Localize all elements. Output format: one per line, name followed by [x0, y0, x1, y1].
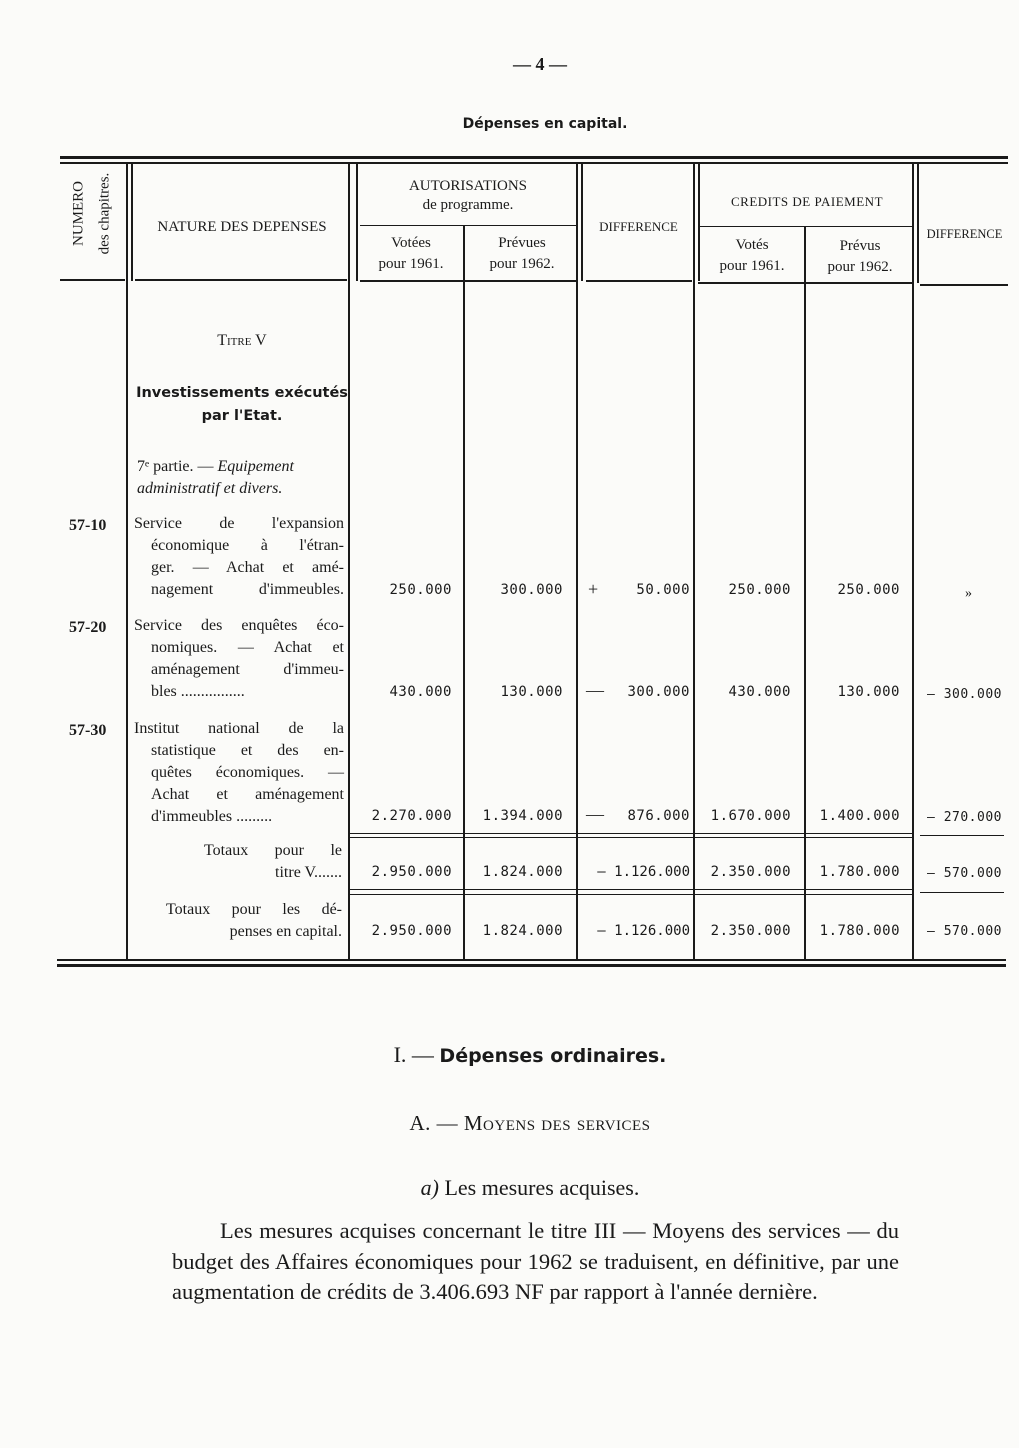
col-divider — [912, 163, 914, 960]
table-top-rule — [60, 156, 1008, 159]
cp-diff-value: — 300.000 — [927, 687, 1002, 702]
ap-prevues-total: 1.824.000 — [482, 864, 563, 880]
cp-prevus-value: 130.000 — [837, 684, 900, 700]
header-bottom-rule — [586, 280, 692, 282]
row-desc-line: Institut national de la — [134, 720, 344, 737]
header-prevus-line1: Prévus — [839, 238, 881, 254]
header-bottom-rule — [920, 284, 1008, 286]
cp-diff-value: — 270.000 — [927, 810, 1002, 825]
row-desc-line: Service des enquêtes éco- — [134, 617, 344, 634]
header-autorisations: AUTORISATIONS — [408, 178, 528, 194]
header-de-programme: de programme. — [422, 197, 514, 213]
header-votees-line2: pour 1961. — [378, 256, 444, 272]
cp-diff-total: — 570.000 — [927, 866, 1002, 881]
heading1-bold: Dépenses ordinaires. — [439, 1045, 667, 1067]
header-votees-line1: Votées — [391, 235, 431, 251]
row-desc-line: ger. — Achat et amé- — [151, 559, 344, 576]
ap-diff-sign: — — [586, 680, 604, 700]
row-desc-line: économique à l'étran- — [151, 537, 344, 554]
chapter-number: 57-20 — [69, 619, 107, 636]
table-top-rule-thin — [60, 162, 1008, 164]
header-bottom-rule — [135, 279, 347, 281]
row-desc-line: Service de l'expansion — [134, 515, 344, 532]
ap-diff-total: — 1.126.000 — [597, 864, 690, 880]
heading-depenses-ordinaires — [0, 1042, 1019, 1068]
titre-heading: Titre V — [217, 332, 267, 349]
ap-diff-value: 50.000 — [636, 582, 690, 598]
row-desc-line: statistique et des en- — [151, 742, 344, 759]
cp-prevus-value: 250.000 — [837, 582, 900, 598]
heading1-prefix: I. — — [393, 1042, 440, 1067]
row-desc-line: nomiques. — Achat et — [151, 639, 344, 656]
cp-prevus-value: 1.400.000 — [819, 808, 900, 824]
investissements-line1: Investissements exécutés — [136, 385, 348, 401]
cp-votes-value: 1.670.000 — [710, 808, 791, 824]
partie-prefix: 7ᵉ partie. — — [137, 458, 218, 475]
autorisations-subrule — [360, 225, 576, 226]
totals-label-line1: Totaux pour le — [204, 842, 342, 859]
totals-label-line2: penses en capital. — [229, 923, 342, 940]
totals-rule — [920, 835, 1004, 836]
header-chapitres: des chapitres. — [96, 172, 113, 255]
page-number: — 4 — — [513, 54, 567, 74]
header-credits: CREDITS DE PAIEMENT — [730, 194, 884, 209]
ap-votees-value: 250.000 — [389, 582, 452, 598]
heading-moyens-des-services: A. — Moyens des services — [409, 1111, 651, 1135]
credits-subrule — [698, 226, 913, 227]
totals-rule — [349, 833, 913, 834]
row-desc-line: quêtes économiques. — — [151, 764, 344, 781]
table-bottom-rule — [57, 959, 1006, 961]
header-numero: NUMERO — [70, 181, 87, 247]
totals-rule — [349, 837, 913, 838]
totals-rule — [349, 889, 913, 890]
header-prevus-line2: pour 1962. — [827, 259, 893, 275]
row-desc-line: d'immeubles ......... — [151, 808, 273, 825]
col-divider — [917, 163, 919, 283]
header-bottom-rule — [60, 279, 125, 281]
ap-diff-sign: + — [588, 579, 599, 599]
section-title: Dépenses en capital. — [462, 116, 628, 132]
cp-prevus-total: 1.780.000 — [819, 923, 900, 939]
cp-prevus-total: 1.780.000 — [819, 864, 900, 880]
header-prevues-line2: pour 1962. — [489, 256, 555, 272]
totals-rule — [349, 894, 913, 895]
col-divider — [348, 163, 350, 960]
ap-prevues-total: 1.824.000 — [482, 923, 563, 939]
row-desc-line: nagement d'immeubles. — [151, 581, 344, 598]
totals-rule — [920, 892, 1004, 893]
row-desc-line: Achat et aménagement — [151, 786, 344, 803]
cp-votes-total: 2.350.000 — [710, 923, 791, 939]
header-bottom-rule — [698, 282, 913, 284]
partie-line1 — [137, 456, 349, 478]
header-nature: NATURE DES DEPENSES — [157, 219, 327, 235]
cp-votes-total: 2.350.000 — [710, 864, 791, 880]
ap-votees-value: 430.000 — [389, 684, 452, 700]
ap-votees-value: 2.270.000 — [371, 808, 452, 824]
partie-italic: Equipement — [217, 458, 294, 475]
ap-votees-total: 2.950.000 — [371, 864, 452, 880]
cp-diff-total: — 570.000 — [927, 924, 1002, 939]
col-divider — [463, 226, 465, 960]
col-divider — [693, 163, 695, 960]
row-desc-line: bles ................ — [151, 683, 245, 700]
table-bottom-rule-thick — [57, 964, 1006, 967]
header-votes-line2: pour 1961. — [719, 258, 785, 274]
cp-votes-value: 250.000 — [728, 582, 791, 598]
cp-diff-value: » — [965, 586, 972, 601]
ap-diff-total: — 1.126.000 — [597, 923, 690, 939]
header-prevues-line1: Prévues — [498, 235, 546, 251]
header-bottom-rule — [360, 280, 576, 282]
header-votes-line1: Votés — [735, 237, 769, 253]
col-divider — [576, 163, 578, 960]
ap-prevues-value: 130.000 — [500, 684, 563, 700]
heading3-text: Les mesures acquises. — [438, 1175, 640, 1200]
ap-prevues-value: 1.394.000 — [482, 808, 563, 824]
chapter-number: 57-10 — [69, 517, 107, 534]
ap-votees-total: 2.950.000 — [371, 923, 452, 939]
ap-diff-value: 300.000 — [627, 684, 690, 700]
cp-votes-value: 430.000 — [728, 684, 791, 700]
totals-label-line1: Totaux pour les dé- — [166, 901, 342, 918]
col-divider — [126, 163, 128, 960]
header-difference: DIFFERENCE — [599, 219, 678, 234]
ap-diff-value: 876.000 — [627, 808, 690, 824]
header-difference-2: DIFFERENCE — [926, 227, 1003, 241]
row-desc-line: aménagement d'immeu- — [151, 661, 344, 678]
ap-prevues-value: 300.000 — [500, 582, 563, 598]
investissements-line2: par l'Etat. — [201, 408, 283, 424]
ap-diff-sign: — — [586, 804, 604, 824]
partie-line2: administratif et divers. — [137, 480, 283, 497]
heading-mesures-acquises — [0, 1175, 1019, 1201]
body-paragraph: Les mesures acquises concernant le titre III — Moyens des services — du budget des Affaires économiques pour 1962 se traduisent, en définitive, par une augmentation de crédits de 3.406.693 NF par rapport à l'année dernière. — [172, 1218, 899, 1304]
heading3-letter: a) — [420, 1175, 439, 1200]
chapter-number: 57-30 — [69, 722, 107, 739]
totals-label-line2: titre V....... — [275, 864, 342, 881]
